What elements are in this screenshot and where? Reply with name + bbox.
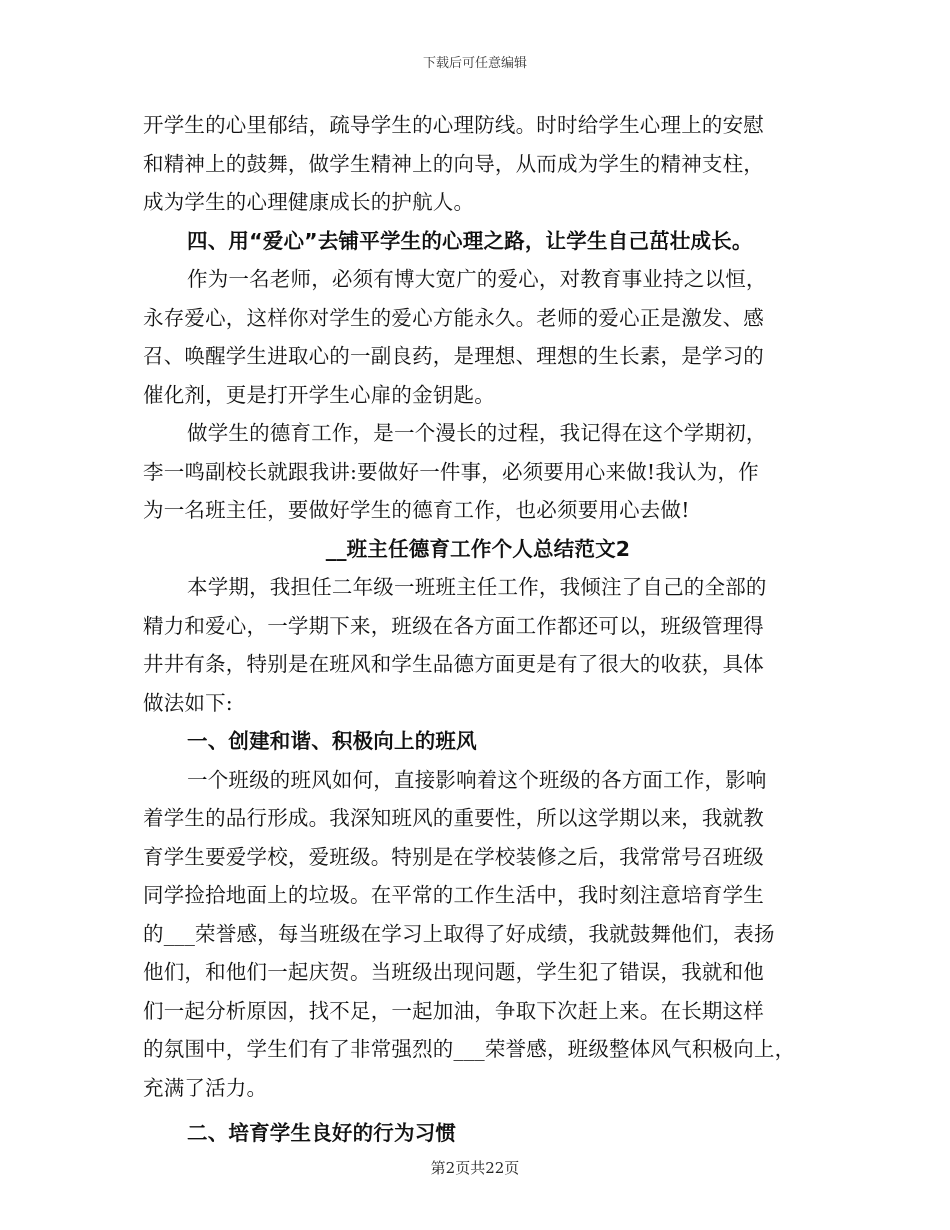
- body-line: 的___荣誉感，每当班级在学习上取得了好成绩，我就鼓舞他们，表扬: [143, 921, 775, 946]
- body-line: 催化剂，更是打开学生心扉的金钥匙。: [143, 382, 495, 407]
- body-line: 本学期，我担任二年级一班班主任工作，我倾注了自己的全部的: [187, 575, 767, 599]
- body-line: 永存爱心，这样你对学生的爱心方能永久。老师的爱心正是激发、感: [143, 305, 764, 330]
- body-line: 成为学生的心理健康成长的护航人。: [143, 190, 475, 214]
- document-body: [143, 106, 813, 1153]
- section-heading: 二、培育学生良好的行为习惯: [187, 1121, 457, 1145]
- body-line: 做法如下:: [143, 690, 233, 715]
- body-line: 召、唤醒学生进取心的一副良药，是理想、理想的生长素，是学习的: [143, 344, 764, 368]
- body-line: 开学生的心里郁结，疏导学生的心理防线。时时给学生心理上的安慰: [143, 113, 764, 137]
- body-line: 和精神上的鼓舞，做学生精神上的向导，从而成为学生的精神支柱，: [143, 151, 764, 176]
- body-line: 为一名班主任，要做好学生的德育工作，也必须要用心去做!: [143, 498, 690, 522]
- body-line: 井井有条，特别是在班风和学生品德方面更是有了很大的收获，具体: [143, 652, 764, 676]
- body-line: 的氛围中，学生们有了非常强烈的___荣誉感，班级整体风气积极向上，: [143, 1037, 796, 1061]
- page-number: 第2页共22页: [430, 1159, 520, 1177]
- body-line: 做学生的德育工作，是一个漫长的过程，我记得在这个学期初，: [187, 421, 767, 445]
- page-header: 下载后可任意编辑: [422, 56, 527, 71]
- body-line: 李一鸣副校长就跟我讲:要做好一件事，必须要用心来做!我认为，作: [143, 459, 759, 484]
- body-line: 他们，和他们一起庆贺。当班级出现问题，学生犯了错误，我就和他: [143, 960, 764, 984]
- body-line: 同学捡拾地面上的垃圾。在平常的工作生活中，我时刻注意培育学生: [143, 883, 764, 907]
- body-line: 精力和爱心，一学期下来，班级在各方面工作都还可以，班级管理得: [143, 613, 764, 638]
- body-line: 育学生要爱学校，爱班级。特别是在学校装修之后，我常常号召班级: [143, 844, 764, 869]
- body-line: 们一起分析原因，找不足，一起加油，争取下次赶上来。在长期这样: [143, 998, 764, 1023]
- section-heading: 四、用“爱心”去铺平学生的心理之路，让学生自己茁壮成长。: [187, 228, 753, 253]
- body-line: 充满了活力。: [143, 1075, 268, 1100]
- body-line: 作为一名老师，必须有博大宽广的爱心，对教育事业持之以恒，: [187, 267, 767, 291]
- body-line: 着学生的品行形成。我深知班风的重要性，所以这学期以来，我就教: [143, 806, 764, 830]
- section-heading: 一、创建和谐、积极向上的班风: [187, 729, 477, 753]
- body-line: 一个班级的班风如何，直接影响着这个班级的各方面工作，影响: [187, 767, 767, 792]
- document-title: __班主任德育工作个人总结范文2: [325, 536, 631, 561]
